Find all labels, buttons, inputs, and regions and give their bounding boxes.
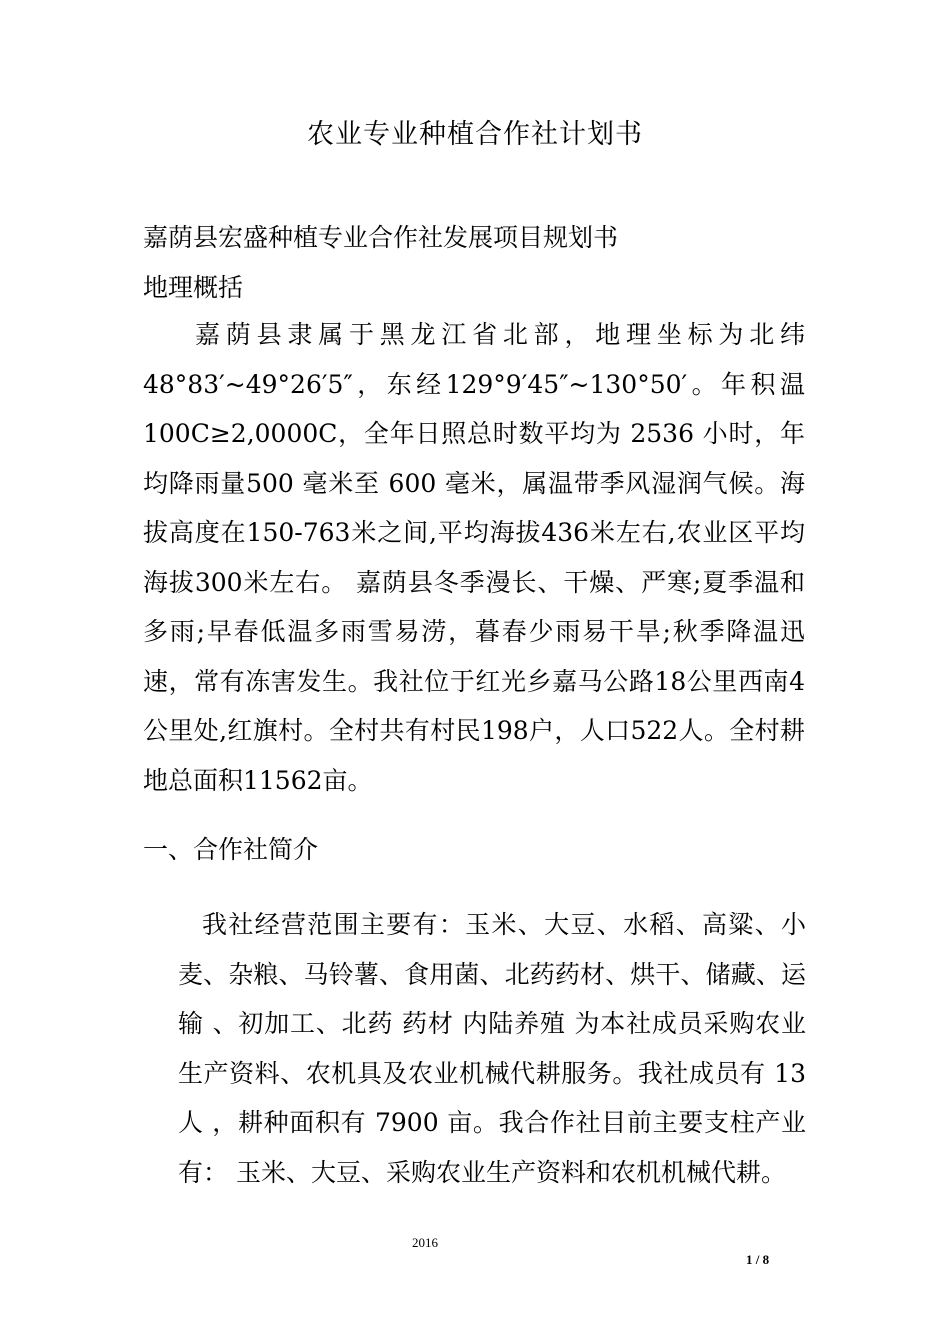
intro-paragraph: 我社经营范围主要有：玉米、大豆、水稻、高粱、小麦、杂粮、马铃薯、食用菌、北药药材、烘干、储藏、运输 、初加工、北药 药材 内陆养殖 为本社成员采购农业生产资料、农机具及农业机械代耕服务。我社成员有 13 人 ，耕种面积有 7900 亩。我合作社目前主要支柱产业有： 玉米、大豆、采购农业生产资料和农机机械代耕。 [178, 910, 806, 1187]
document-title: 农业专业种植合作社计划书 [307, 119, 643, 150]
footer-year: 2016 [412, 1235, 438, 1250]
geography-paragraph: 嘉荫县隶属于黑龙江省北部，地理坐标为北纬48°83′~49°26′5″，东经129°9′45″~130°50′。年积温100C≥2,0000C，全年日照总时数平均为 2536 小时，年均降雨量500 毫米至 600 毫米，属温带季风湿润气候。海拔高度在150-763米之间,平均海拔436米左右,农业区平均海拔300米左右。 嘉荫县冬季漫长、干燥、严寒;夏季温和多雨;早春低温多雨雪易涝，暮春少雨易干旱;秋季降温迅速，常有冻害发生。我社位于红光乡嘉马公路18公里西南4公里处,红旗村。全村共有村民198户，人口522人。全村耕地总面积11562亩。 [143, 320, 805, 795]
section-heading-geography: 地理概括 [143, 273, 244, 302]
document-subtitle: 嘉荫县宏盛种植专业合作社发展项目规划书 [143, 223, 619, 252]
section-heading-intro: 一、合作社简介 [143, 835, 319, 864]
page-number: 1 / 8 [746, 1252, 770, 1267]
